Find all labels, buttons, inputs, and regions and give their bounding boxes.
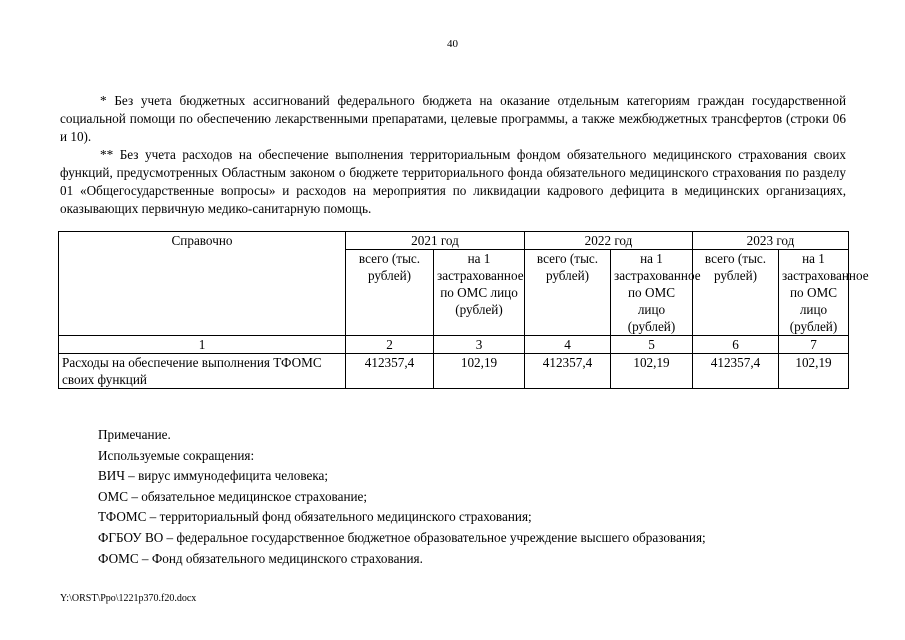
cell-per-person-2022: 102,19 [611, 354, 693, 389]
cell-total-2022: 412357,4 [525, 354, 611, 389]
year-header-2023: 2023 год [693, 232, 849, 250]
subheader-per-person-2021: на 1 застрахованное по ОМС лицо (рублей) [434, 250, 525, 336]
page-number: 40 [447, 38, 458, 50]
table-header-row [59, 232, 849, 250]
subheader-total-2021: всего (тыс. рублей) [346, 250, 434, 336]
footnote-tfoms: ** Без учета расходов на обеспечение выполнения территориальным фондом обязательного медицинского страхования своих функций, предусмотренных Областным законом о бюджете территориального фонда обязательного медицинского страхования по разделу 01 «Общегосударственные вопросы» и расходов на мероприятия по ликвидации кадрового дефицита в медицинских организациях, оказывающих первичную медико-санитарную помощь. [60, 147, 846, 216]
column-number: 4 [525, 336, 611, 354]
column-number: 5 [611, 336, 693, 354]
abbreviation-item: ВИЧ – вирус иммунодефицита человека; [98, 468, 329, 484]
cell-total-2021: 412357,4 [346, 354, 434, 389]
abbreviation-item: ОМС – обязательное медицинское страхование; [98, 488, 368, 504]
abbreviation-item: ФГБОУ ВО – федеральное государственное бюджетное образовательное учреждение высшего образования; [98, 529, 706, 545]
column-number: 2 [346, 336, 434, 354]
column-number: 1 [59, 336, 346, 354]
subheader-per-person-2022: на 1 застрахованное по ОМС лицо (рублей) [611, 250, 693, 336]
column-number: 7 [779, 336, 849, 354]
cell-per-person-2021: 102,19 [434, 354, 525, 389]
subheader-total-2022: всего (тыс. рублей) [525, 250, 611, 336]
year-header-2022: 2022 год [525, 232, 693, 250]
footnotes [60, 92, 846, 218]
column-number: 3 [434, 336, 525, 354]
cell-per-person-2023: 102,19 [779, 354, 849, 389]
abbreviation-item: ТФОМС – территориальный фонд обязательного медицинского страхования; [98, 509, 532, 525]
year-header-2021: 2021 год [346, 232, 525, 250]
table-row [59, 354, 849, 389]
table-header-label: Справочно [59, 232, 346, 336]
subheader-total-2023: всего (тыс. рублей) [693, 250, 779, 336]
file-path: Y:\ORST\Ppo\1221p370.f20.docx [60, 593, 197, 604]
row-label: Расходы на обеспечение выполнения ТФОМС своих функций [59, 354, 346, 389]
note-title: Примечание. [98, 427, 171, 442]
abbreviation-item: ФОМС – Фонд обязательного медицинского страхования. [98, 550, 423, 566]
column-number: 6 [693, 336, 779, 354]
reference-table [58, 231, 869, 389]
notes-section [98, 425, 706, 569]
subheader-per-person-2023: на 1 застрахованное по ОМС лицо (рублей) [779, 250, 849, 336]
cell-total-2023: 412357,4 [693, 354, 779, 389]
footnote-budget: * Без учета бюджетных ассигнований федерального бюджета на оказание отдельным категориям граждан государственной социальной помощи по обеспечению лекарственными препаратами, целевые программы, а также межбюджетных трансфертов (строки 06 и 10). [60, 93, 846, 144]
column-number-row [59, 336, 849, 354]
abbreviations-heading: Используемые сокращения: [98, 447, 255, 463]
